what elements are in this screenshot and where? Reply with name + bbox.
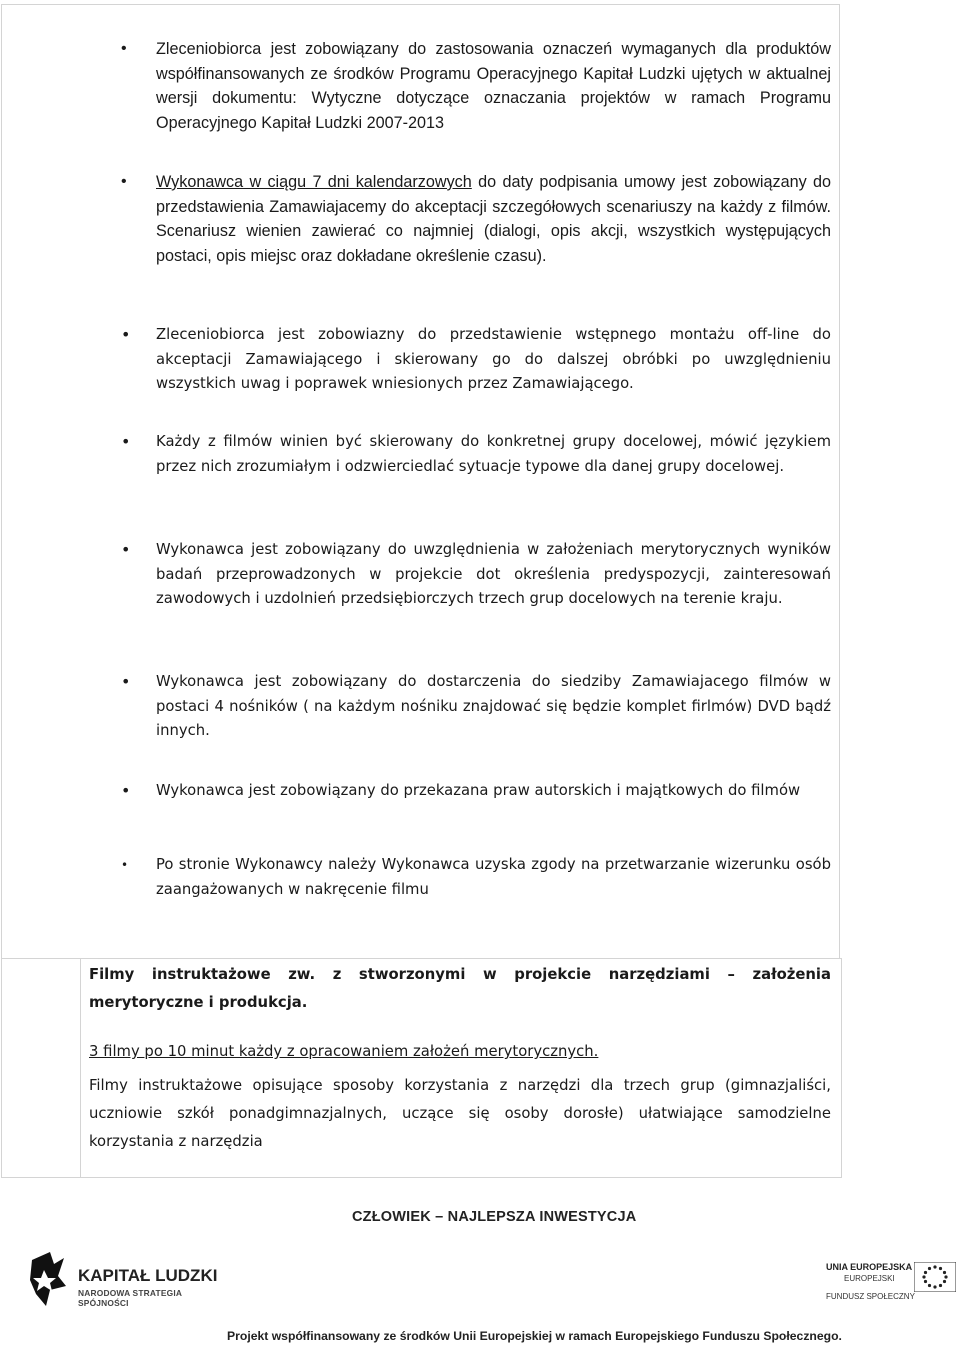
bullet-icon: •	[121, 858, 129, 872]
box-underlined-line: 3 filmy po 10 minut każdy z opracowaniem założeń merytorycznych.	[89, 1043, 599, 1060]
list-item-text	[156, 170, 831, 269]
eu-logo-line4: FUNDUSZ SPOŁECZNY	[826, 1292, 915, 1301]
list-item-text: Każdy z filmów winien być skierowany do konkretnej grupy docelowej, mówić językiem przez nich zrozumiałym i odzwierciedlać sytuacje typowe dla danej grupy docelowej.	[156, 433, 831, 475]
bullet-icon: •	[121, 781, 131, 800]
bullet-icon: •	[121, 672, 131, 691]
box-paragraph: Filmy instruktażowe opisujące sposoby korzystania z narzędzi dla trzech grup (gimnazjaliści, uczniowie szkół ponadgimnazjalnych, uczące się osoby dorosłe) ułatwiające samodzielne korzystania z narzędzia	[89, 1077, 831, 1150]
list-item-text: Wykonawca jest zobowiązany do dostarczenia do siedziby Zamawiajacego filmów w postaci 4 nośników ( na każdym nośniku znajdować się będzie komplet firlmów) DVD bądź innych.	[156, 673, 831, 740]
funding-statement: Projekt współfinansowany ze środków Unii Europejskiej w ramach Europejskiego Funduszu Społecznego.	[227, 1329, 842, 1343]
kapital-ludzki-emblem-icon	[28, 1250, 68, 1308]
bullet-icon: •	[121, 325, 131, 344]
box-heading: Filmy instruktażowe zw. z stworzonymi w projekcie narzędziami – założenia merytoryczne i produkcja.	[89, 966, 831, 1011]
eu-flag-icon	[914, 1262, 956, 1292]
page-frame	[1, 4, 840, 958]
kapital-ludzki-logo	[28, 1250, 218, 1310]
left-logo-name: KAPITAŁ LUDZKI	[78, 1266, 218, 1285]
bullet-icon: •	[121, 40, 127, 57]
list-item-text: Wykonawca jest zobowiązany do przekazana praw autorskich i majątkowych do filmów	[156, 782, 801, 799]
underlined-phrase: Wykonawca w ciągu 7 dni kalendarzowych	[156, 173, 472, 191]
footer-slogan: CZŁOWIEK – NAJLEPSZA INWESTYCJA	[352, 1209, 637, 1225]
list-item-text: Zleceniobiorca jest zobowiazny do przedstawienie wstępnego montażu off-line do akceptacji Zamawiającego i skierowany go do dalszej obróbki po uwzględnieniu wszystkich uwag i poprawek wniesionych przez Zamawiającego.	[156, 326, 831, 393]
left-logo-subtitle: NARODOWA STRATEGIA SPÓJNOŚCI	[78, 1288, 182, 1308]
list-item-text: Po stronie Wykonawcy należy Wykonawca uzyska zgody na przetwarzanie wizerunku osób zaangażowanych w nakręcenie filmu	[156, 856, 831, 898]
list-item-rest: do daty podpisania umowy jest zobowiązany do przedstawienia Zamawiajacemy do akceptacji szczegółowych scenariuszy na każdy z filmów. Scenariusz wienien zawierać co najmniej (dialogi, opis akcji, wszystkich występujących postaci, opis miejsc oraz dokładane określenie czasu).	[156, 173, 831, 266]
bullet-icon: •	[121, 540, 131, 559]
eu-logo-line1: UNIA EUROPEJSKA	[826, 1262, 913, 1272]
bullet-icon: •	[121, 173, 127, 190]
eu-logo	[826, 1262, 956, 1312]
list-item-text: Zleceniobiorca jest zobowiązany do zastosowania oznaczeń wymaganych dla produktów współfinansowanych ze środków Programu Operacyjnego Kapitał Ludzki ujętych w aktualnej wersji dokumentu: Wytyczne dotyczące oznaczania projektów w ramach Programu Operacyjnego Kapitał Ludzki 2007-2013	[156, 40, 831, 133]
list-item-text: Wykonawca jest zobowiązany do uwzględnienia w założeniach merytorycznych wyników badań przeprowadzonych w projekcie dot określenia predyspozycji, zainteresowań zawodowych i uzdolnień przedsiębiorczych trzech grup docelowych na terenie kraju.	[156, 541, 831, 608]
bullet-icon: •	[121, 432, 131, 451]
eu-logo-line2: EUROPEJSKI	[844, 1274, 895, 1283]
